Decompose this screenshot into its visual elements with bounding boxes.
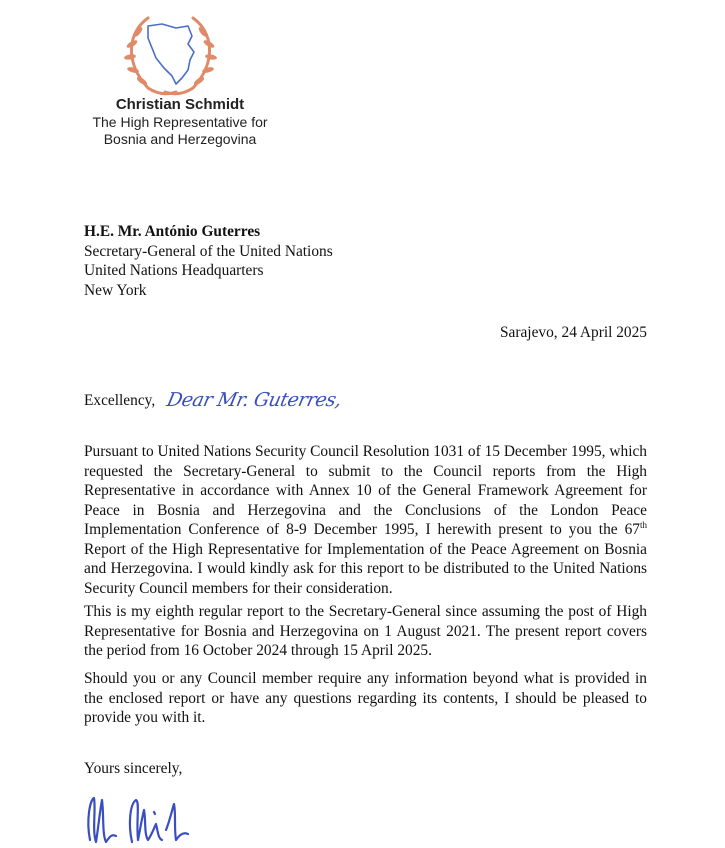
letter-date: Sarajevo, 24 April 2025: [499, 324, 647, 341]
recipient-line-1: Secretary-General of the United Nations: [84, 242, 333, 260]
sender-title-line2: Bosnia and Herzegovina: [103, 131, 257, 147]
un-wreath-emblem-icon: [118, 12, 223, 100]
paragraph-1-text-a: Pursuant to United Nations Security Council Resolution 1031 of 15 December 1995, which requested the Secretary-General to submit to the Council reports from the High Representative in accordance with Annex 10 of the General Framework Agreement for Peace in Bosnia and Herzegovina and the Conclusions of the London Peace Implementation Conference of 8-9 December 1995, I herewith present to you the 67: [84, 443, 647, 538]
recipient-name: H.E. Mr. António Guterres: [84, 223, 261, 240]
closing: Yours sincerely,: [84, 760, 183, 777]
signature-icon: [82, 790, 192, 848]
recipient-address: [84, 222, 333, 300]
salutation: [84, 389, 344, 411]
sender-title-line1: The High Representative for: [92, 114, 268, 130]
sender-name: Christian Schmidt: [115, 96, 245, 113]
ordinal-superscript: th: [639, 519, 647, 530]
paragraph-1-text-b: Report of the High Representative for Implementation of the Peace Agreement on Bosnia and Herzegovina. I would kindly ask for this report to be distributed to the United Nations Security Council members for their consideration.: [84, 540, 647, 597]
sender-title: [80, 114, 280, 148]
handwritten-salutation: Dear Mr. Guterres,: [165, 389, 344, 411]
salutation-text: Excellency,: [84, 392, 156, 409]
body-paragraph-2: This is my eighth regular report to the Secretary-General since assuming the post of High Representative for Bosnia and Herzegovina on 1 August 2021. The present report covers the period from 16 October 2024 through 15 April 2025.: [84, 603, 647, 659]
body-paragraph-3: Should you or any Council member require any information beyond what is provided in the enclosed report or have any questions regarding its contents, I should be pleased to provide you with it.: [84, 670, 647, 726]
recipient-line-2: United Nations Headquarters: [84, 262, 264, 279]
body-paragraph-1: [84, 442, 647, 598]
recipient-line-3: New York: [84, 281, 147, 299]
